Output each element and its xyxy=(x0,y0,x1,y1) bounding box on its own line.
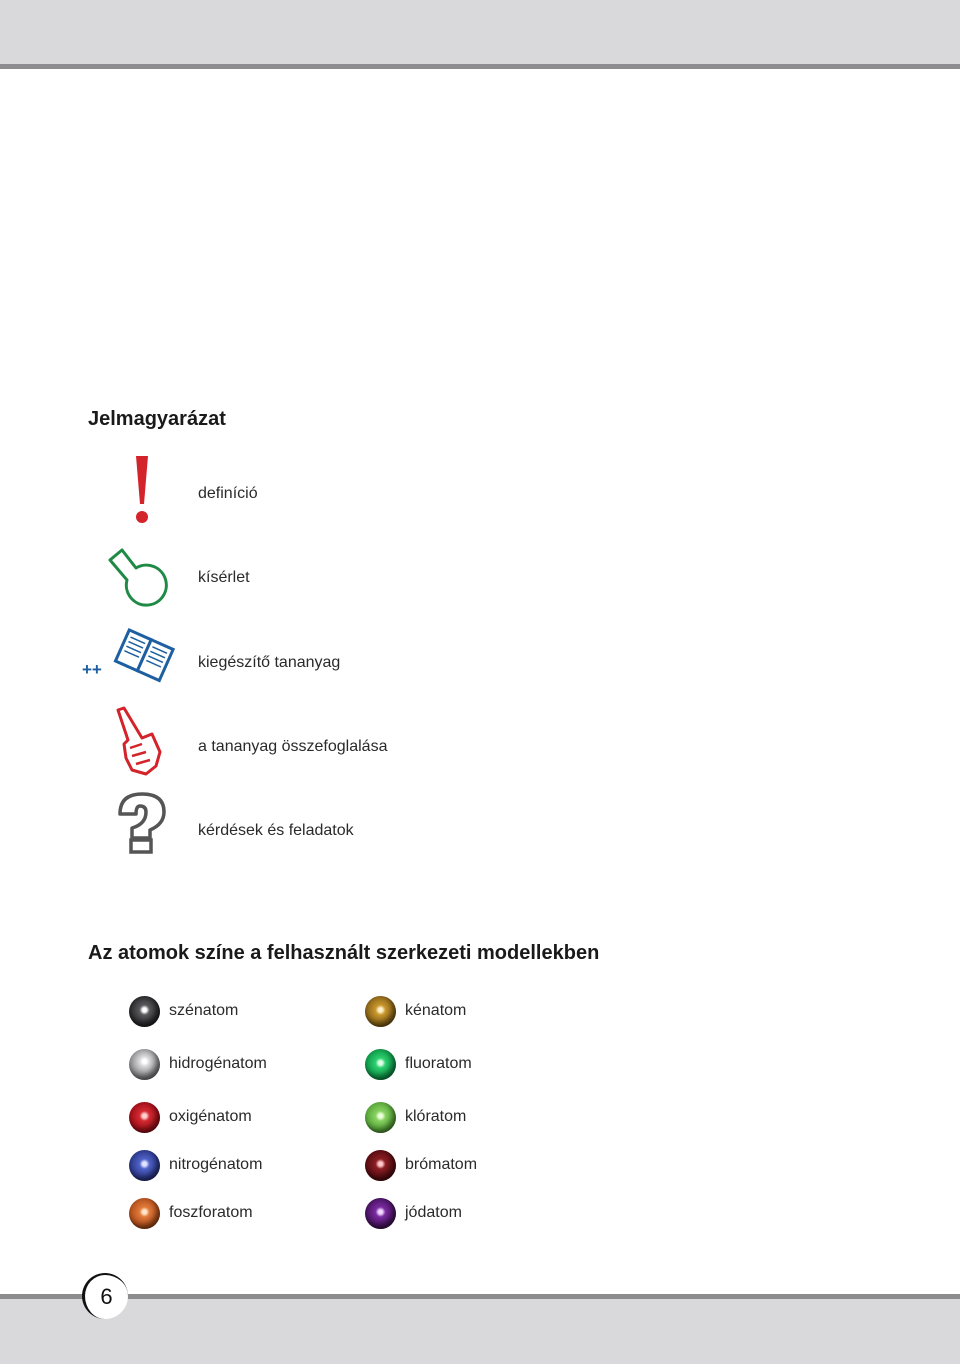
atom-ball xyxy=(129,1102,160,1133)
atom-ball xyxy=(365,1198,396,1229)
atom-ball xyxy=(365,1049,396,1080)
legend-label: kísérlet xyxy=(198,569,250,586)
legend-label: kérdések és feladatok xyxy=(198,822,354,839)
atom-label: brómatom xyxy=(405,1156,478,1173)
atom-ball xyxy=(129,996,160,1027)
atom-label: foszforatom xyxy=(169,1204,253,1221)
atom-iodine xyxy=(365,1198,565,1232)
atom-hydrogen xyxy=(129,1049,329,1083)
legend-item-supplementary xyxy=(80,623,580,703)
plus-plus-mark: ++ xyxy=(82,660,102,679)
legend-item-definition xyxy=(80,452,580,532)
atom-label: hidrogénatom xyxy=(169,1055,267,1072)
atom-phosphorus xyxy=(129,1198,329,1232)
legend-label: a tananyag összefoglalása xyxy=(198,738,388,755)
atom-label: nitrogénatom xyxy=(169,1156,263,1173)
legend-item-experiment xyxy=(80,538,580,618)
legend-label: definíció xyxy=(198,485,258,502)
atom-carbon xyxy=(129,996,329,1030)
atom-ball xyxy=(129,1049,160,1080)
question-mark-icon xyxy=(80,788,180,868)
atom-nitrogen xyxy=(129,1150,329,1184)
atom-label: oxigénatom xyxy=(169,1108,252,1125)
page-number: 6 xyxy=(82,1273,128,1319)
exclamation-icon xyxy=(80,452,180,532)
legend-item-summary xyxy=(80,704,580,784)
header-band xyxy=(0,0,960,64)
atom-ball xyxy=(365,996,396,1027)
atom-label: klóratom xyxy=(405,1108,467,1125)
pointing-hand-icon xyxy=(80,704,180,784)
header-rule xyxy=(0,64,960,69)
legend-item-questions xyxy=(80,788,580,868)
atom-oxygen xyxy=(129,1102,329,1136)
atom-ball xyxy=(129,1150,160,1181)
atom-ball xyxy=(129,1198,160,1229)
atom-colors-title: Az atomok színe a felhasznált szerkezeti modellekben xyxy=(88,942,600,964)
atom-chlorine xyxy=(365,1102,565,1136)
atom-ball xyxy=(365,1150,396,1181)
atom-label: jódatom xyxy=(405,1204,462,1221)
atom-label: kénatom xyxy=(405,1002,467,1019)
book-icon xyxy=(80,623,180,703)
legend-label: kiegészítő tananyag xyxy=(198,654,341,671)
atom-label: fluoratom xyxy=(405,1055,472,1072)
atom-ball xyxy=(365,1102,396,1133)
atom-bromine xyxy=(365,1150,565,1184)
flask-icon xyxy=(80,538,180,618)
legend-title: Jelmagyarázat xyxy=(88,408,226,430)
atom-label: szénatom xyxy=(169,1002,239,1019)
atom-sulfur xyxy=(365,996,565,1030)
footer-band xyxy=(0,1299,960,1364)
atom-fluorine xyxy=(365,1049,565,1083)
